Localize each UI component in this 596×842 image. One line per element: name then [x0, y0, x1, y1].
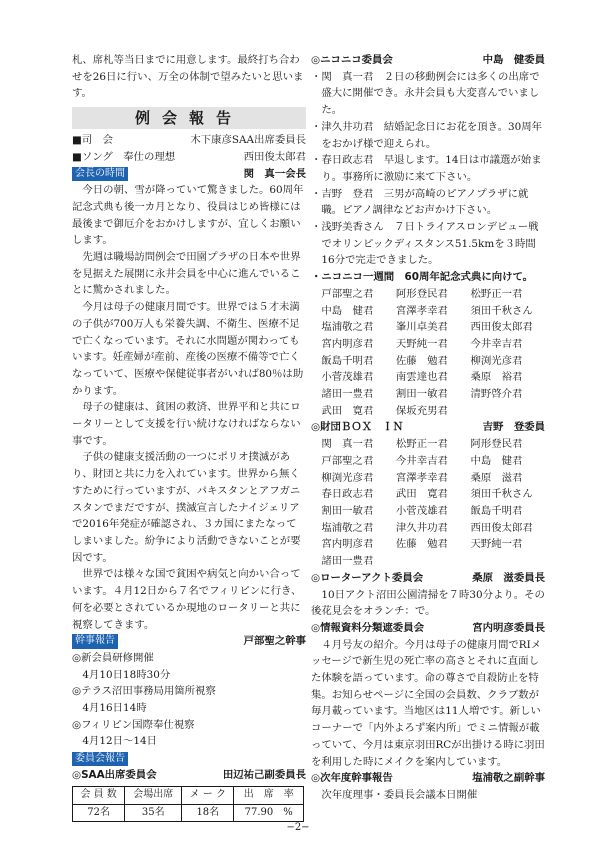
president-name: 関 真一会長	[243, 167, 306, 180]
niko-title: ◎ニコニコ委員会	[311, 54, 393, 66]
rotaract-text: 10日アクト沼田公園清掃を７時30分より。その後花見会をオランチ：で。	[311, 588, 545, 618]
niko-item: ・関 真一君 ２日の移動例会には多くの出席で盛大に開催でき。永井会員も大変喜んでいました。	[311, 70, 540, 117]
secretary-badge: 幹事報告	[72, 634, 118, 649]
member-name: 割田一敏君	[395, 388, 448, 401]
secretary-item-title: ◎テラス沼田事務局用箇所視察	[72, 685, 216, 698]
member-name: 佐藤 勉君	[395, 538, 448, 551]
member-name: 須田千秋さん	[470, 488, 533, 501]
right-column	[311, 52, 545, 804]
sixty-names-list	[311, 286, 545, 420]
member-name: 桑原 滋君	[470, 471, 523, 484]
niko-item: ・津久井功君 結婚記念日にお花を頂き。30周年をおかげ様で迎えられ。	[311, 120, 543, 150]
secretary-item-title: ◎フィリピン国際奉仕視察	[72, 718, 195, 731]
member-name: 中島 健君	[321, 304, 374, 317]
secretary-header	[72, 633, 306, 650]
president-paragraph: 子供の健康支援活動の一つにポリオ撲滅があり、財団と共に力を入れています。世界から無くすために行っていますが、パキスタンとアフガニスタンでまだですが、撲滅宣言したナイジェリアで2016年発症が確認され、３カ国にまたなってしまいました。紛争により活動できないことが要因です。	[72, 451, 301, 564]
info-header	[311, 620, 545, 637]
sixty-title: ・ニコニコ一週間 60周年記念式典に向けて。	[311, 271, 534, 284]
niko-item: ・春日政志君 早退します。14日は市議選が始まり。事務所に激励に来て下さい。	[311, 154, 542, 183]
secretary-item-detail: 4月16日14時	[82, 702, 147, 715]
member-name: 今井幸吉君	[470, 337, 523, 350]
box-name: 吉野 登委員	[482, 421, 545, 434]
left-column	[72, 52, 306, 822]
niko-item: ・吉野 登君 三男が高崎のピアノプラザに就職。ピアノ調律などお声かけ下さい。	[311, 187, 529, 217]
member-name: 柳渕光彦君	[321, 471, 374, 484]
member-name: 清野啓介君	[470, 388, 523, 401]
next-title: ◎次年度幹事報告	[311, 772, 393, 785]
member-name: 塩浦敬之君	[321, 521, 374, 534]
attendance-table	[72, 786, 304, 822]
page-number: −2−	[286, 822, 310, 833]
table-cell: 77.90 %	[234, 804, 304, 822]
rotaract-header	[311, 570, 545, 587]
president-badge: 会長の時間	[72, 167, 128, 182]
secretary-name: 戸部聖之幹事	[243, 635, 306, 648]
table-cell: 18名	[182, 804, 234, 822]
rotaract-title: ◎ローターアクト委員会	[311, 571, 424, 584]
secretary-item-title: ◎新会員研修開催	[72, 651, 154, 664]
president-paragraph: 母子の健康は、貧困の救済、世界平和と共にロータリーとして支援を行い続けなければならない事です。	[72, 401, 301, 447]
member-name: 柳渕光彦君	[470, 354, 523, 367]
member-name: 天野純一君	[395, 337, 448, 350]
niko-name: 中島 健委員	[482, 54, 545, 66]
saa-header	[72, 767, 306, 784]
member-name: 戸部聖之君	[321, 454, 374, 467]
member-name: 戸部聖之君	[321, 287, 374, 300]
table-cell: 72名	[73, 804, 125, 822]
table-header-cell: 会 員 数	[73, 786, 125, 804]
table-header-cell: 出 席 率	[234, 786, 304, 804]
president-paragraph: 世界では様々な国で貧困や病気と向かい合っています。４月12日から７名でフィリピンに行き、何を必要とされているか現地のロータリーと共に視察してきます。	[72, 568, 302, 631]
next-name: 塩浦敬之副幹事	[472, 772, 545, 785]
member-name	[470, 553, 545, 570]
member-name: 小菅茂雄君	[321, 371, 374, 384]
role-song	[72, 149, 306, 166]
member-name: 宮澤孝幸君	[395, 471, 448, 484]
rotaract-name: 桑原 滋委員長	[472, 571, 545, 584]
president-paragraph: 先週は職場訪問例会で田園プラザの日本や世界を見据えた展開に永井会員を中心に進んでいることに驚かされました。	[72, 251, 301, 297]
saa-title: ◎SAA出席委員会	[72, 769, 157, 782]
member-name: 武田 寛君	[321, 404, 374, 417]
box-names-list	[311, 436, 545, 570]
info-text: ４月号友の紹介。今月は母子の健康月間でRIメッセージで新生児の死亡率の高さとそれに直面した体験を語っています。命の尊さで自殺防止を特集。お知らせページに全国の会員数、クラブ数が毎月載っています。当地区は11人増です。新しいコーナーで「内外よろず案内所」でミニ情報が載っていて、今月は東京羽田RCが出掛ける時に羽田を利用した時にメイクを案内しています。	[311, 638, 545, 768]
member-name	[396, 553, 471, 570]
president-paragraph: 今月は母子の健康月間です。世界では５才未満の子供が700万人も栄養失調、不衛生、医療不足で亡くなっています。それに水問題が関わってもいます。妊産婦が産前、産後の医療不備等で亡くなっていて、医療や保健従事者がいれば80％は助かります。	[72, 301, 304, 397]
intro-paragraph: 札、席札等当日までに用意します。最終打ち合わせを26日に行い、万全の体制で望みたいと思います。	[72, 54, 304, 100]
member-name: 松野正一君	[470, 287, 523, 300]
member-name: 阿形登民君	[395, 287, 448, 300]
member-name: 諸田一豊君	[321, 555, 374, 568]
member-name: 佐藤 勉君	[395, 354, 448, 367]
niko-item: ・浅野美香さん ７日トライアスロンデビュー戦でオリンピックディスタンス51.5kmを３時間16分で完走できました。	[311, 221, 539, 267]
member-name	[470, 403, 545, 420]
member-name: 南雲達也君	[395, 371, 448, 384]
table-header-cell: 会場出席	[125, 786, 182, 804]
table-header-cell: メ ー ク	[182, 786, 234, 804]
niko-header	[311, 52, 545, 69]
member-name: 桑原 裕君	[470, 371, 523, 384]
member-name: 保坂充男君	[395, 404, 448, 417]
role-label: ■ソング 奉仕の理想	[72, 150, 176, 163]
member-name: 西田俊太郎君	[470, 521, 533, 534]
next-text: 次年度理事・委員長会議本日開催	[321, 788, 478, 801]
role-mc	[72, 132, 306, 149]
table-cell: 35名	[125, 804, 182, 822]
member-name: 飯島千明君	[321, 354, 374, 367]
member-name: 今井幸吉君	[395, 454, 448, 467]
member-name: 中島 健君	[470, 454, 523, 467]
secretary-item-detail: 4月12日～14日	[82, 735, 158, 748]
member-name: 須田千秋さん	[470, 304, 533, 317]
member-name: 西田俊太郎君	[470, 321, 533, 334]
table-header-row	[73, 786, 304, 804]
committee-badge: 委員会報告	[72, 752, 128, 766]
role-label: ■司 会	[72, 134, 113, 147]
member-name: 春日政志君	[321, 488, 374, 501]
info-name: 宮内明彦委員長	[472, 621, 545, 634]
box-title: ◎財団ＢＯＸ ＩＮ	[311, 421, 404, 434]
info-title: ◎情報資料分類遮委員会	[311, 621, 424, 634]
member-name: 阿形登民君	[470, 438, 523, 451]
saa-name: 田辺祐己副委員長	[222, 769, 306, 782]
member-name: 津久井功君	[395, 521, 448, 534]
role-name: 西田俊太郎君	[243, 150, 306, 163]
member-name: 飯島千明君	[470, 504, 523, 517]
member-name: 小菅茂雄君	[395, 504, 448, 517]
member-name: 宮内明彦君	[321, 337, 374, 350]
member-name: 松野正一君	[395, 438, 448, 451]
member-name: 峯川卓美君	[395, 321, 448, 334]
member-name: 塩浦敬之君	[321, 321, 374, 334]
section-title: 例会報告	[72, 107, 306, 129]
next-header	[311, 770, 545, 787]
member-name: 関 真一君	[321, 438, 374, 451]
box-header	[311, 419, 545, 436]
member-name: 天野純一君	[470, 538, 523, 551]
member-name: 割田一敏君	[321, 504, 374, 517]
member-name: 宮澤孝幸君	[395, 304, 448, 317]
member-name: 武田 寛君	[395, 488, 448, 501]
president-header	[72, 166, 306, 183]
secretary-item-detail: 4月10日18時30分	[82, 668, 171, 681]
role-name: 木下康彦SAA出席委員長	[190, 134, 306, 147]
member-name: 宮内明彦君	[321, 538, 374, 551]
president-paragraph: 今日の朝、雪が降っていて驚きました。60周年記念式典も後一カ月となり、役員はじめ皆様には最後まで御厄介をおかけしますが、宜しくお願いします。	[72, 184, 304, 247]
member-name: 諸田一豊君	[321, 388, 374, 401]
